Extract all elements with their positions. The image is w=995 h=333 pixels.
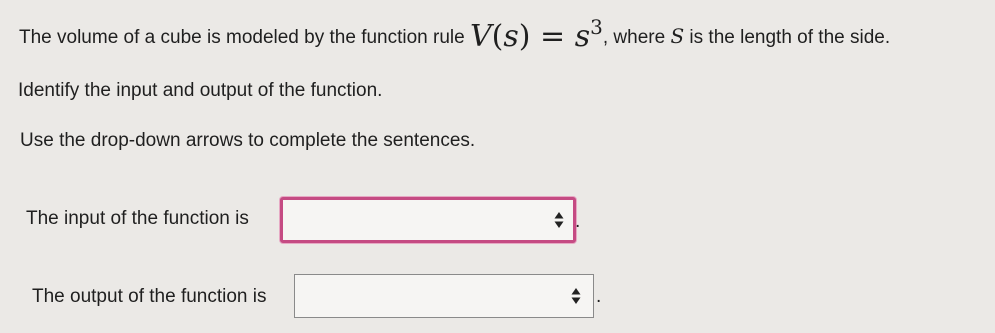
side-variable: S [670,24,685,48]
output-dropdown[interactable] [294,274,594,318]
input-sentence-label: The input of the function is [26,208,249,229]
question-line-1 [19,16,890,58]
output-sentence-period: . [596,286,602,307]
input-dropdown[interactable] [280,197,576,243]
formula-open-paren: ( [491,19,504,54]
formula-function-name: V [469,19,492,54]
question-text-prefix: The volume of a cube is modeled by the function rule [19,27,465,48]
updown-arrows-icon [571,287,581,305]
updown-arrows-icon [554,211,564,229]
formula-variable: s [503,19,519,54]
input-sentence-period: . [575,211,581,232]
question-text-middle: , where [602,27,666,48]
formula-base: s [574,19,591,54]
question-line-2: Identify the input and output of the function. [18,80,383,101]
formula-exponent: 3 [590,15,603,39]
question-text-suffix: is the length of the side. [689,27,891,48]
output-sentence-label: The output of the function is [32,286,267,307]
instructions-text: Use the drop-down arrows to complete the sentences. [20,130,476,151]
formula-close-paren-equals: ) = [518,19,575,54]
function-formula [469,15,603,54]
